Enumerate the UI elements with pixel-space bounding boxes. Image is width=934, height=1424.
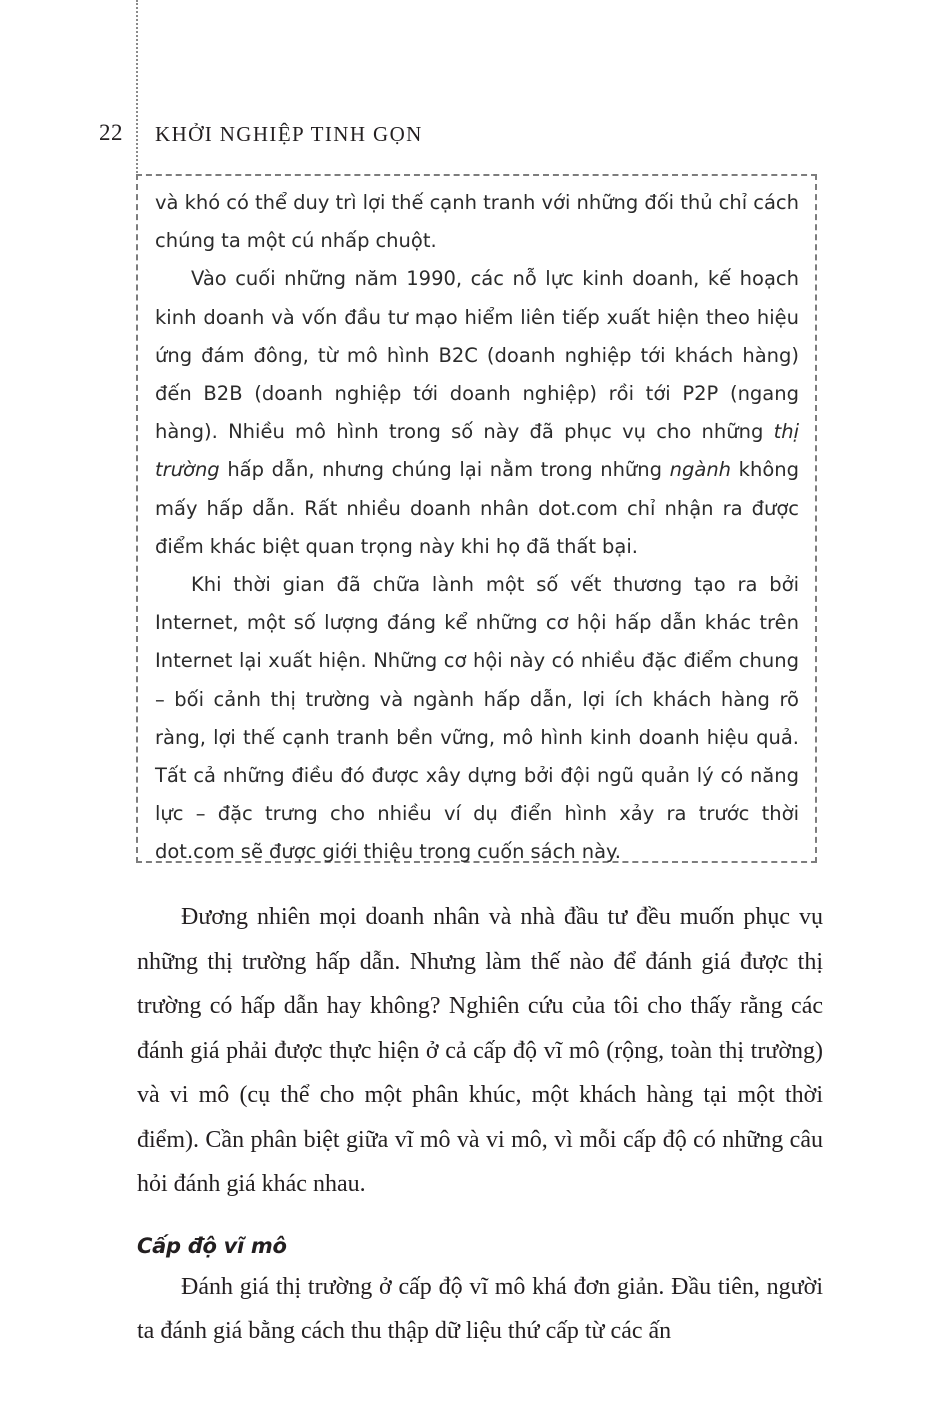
- body-paragraph-2: Đánh giá thị trường ở cấp độ vĩ mô khá đơn giản. Đầu tiên, người ta đánh giá bằng cách thu thập dữ liệu thứ cấp từ các ấn: [137, 1273, 823, 1344]
- callout-content: [155, 184, 799, 872]
- callout-p2-text-a: Vào cuối những năm 1990, các nỗ lực kinh doanh, kế hoạch kinh doanh và vốn đầu tư mạo hiểm liên tiếp xuất hiện theo hiệu ứng đám đông, từ mô hình B2C (doanh nghiệp tới khách hàng) đến B2B (doanh nghiệp tới doanh nghiệp) rồi tới P2P (ngang hàng). Nhiều mô hình trong số này đã phục vụ cho những: [155, 267, 799, 444]
- callout-p2-text-c: không mấy hấp dẫn. Rất nhiều doanh nhân dot.com chỉ nhận ra được điểm khác biệt quan trọng này khi họ đã thất bại.: [155, 458, 799, 558]
- callout-paragraph-3: Khi thời gian đã chữa lành một số vết thương tạo ra bởi Internet, một số lượng đáng kể những cơ hội hấp dẫn khác trên Internet lại xuất hiện. Những cơ hội này có nhiều đặc điểm chung – bối cảnh thị trường và ngành hấp dẫn, lợi ích khách hàng rõ ràng, lợi thế cạnh tranh bền vững, mô hình kinh doanh hiệu quả. Tất cả những điều đó được xây dựng bởi đội ngũ quản lý có năng lực – đặc trưng cho nhiều ví dụ điển hình xảy ra trước thời dot.com sẽ được giới thiệu trong cuốn sách này.: [155, 573, 799, 864]
- body-paragraph-1: Đương nhiên mọi doanh nhân và nhà đầu tư đều muốn phục vụ những thị trường hấp dẫn. Nhưng làm thế nào để đánh giá được thị trường có hấp dẫn hay không? Nghiên cứu của tôi cho thấy rằng các đánh giá phải được thực hiện ở cả cấp độ vĩ mô (rộng, toàn thị trường) và vi mô (cụ thể cho một phân khúc, một khách hàng tại một thời điểm). Cần phân biệt giữa vĩ mô và vi mô, vì mỗi cấp độ có những câu hỏi đánh giá khác nhau.: [137, 904, 823, 1197]
- page-number: 22: [99, 120, 123, 145]
- callout-paragraph-1: và khó có thể duy trì lợi thế cạnh tranh với những đối thủ chỉ cách chúng ta một cú nhấp chuột.: [155, 191, 799, 253]
- callout-p2-emphasis-2: ngành: [669, 458, 732, 482]
- dashed-callout-box: [136, 174, 817, 863]
- callout-paragraph-2: [155, 260, 799, 566]
- callout-p2-text-b: hấp dẫn, nhưng chúng lại nằm trong những: [219, 458, 670, 482]
- callout-p2-emphasis-1: thị trường: [155, 420, 799, 482]
- section-subheading: Cấp độ vĩ mô: [137, 1233, 287, 1258]
- main-body-text: [137, 895, 823, 1354]
- book-title-header: KHỞI NGHIỆP TINH GỌN: [155, 122, 423, 146]
- running-head: [0, 118, 934, 152]
